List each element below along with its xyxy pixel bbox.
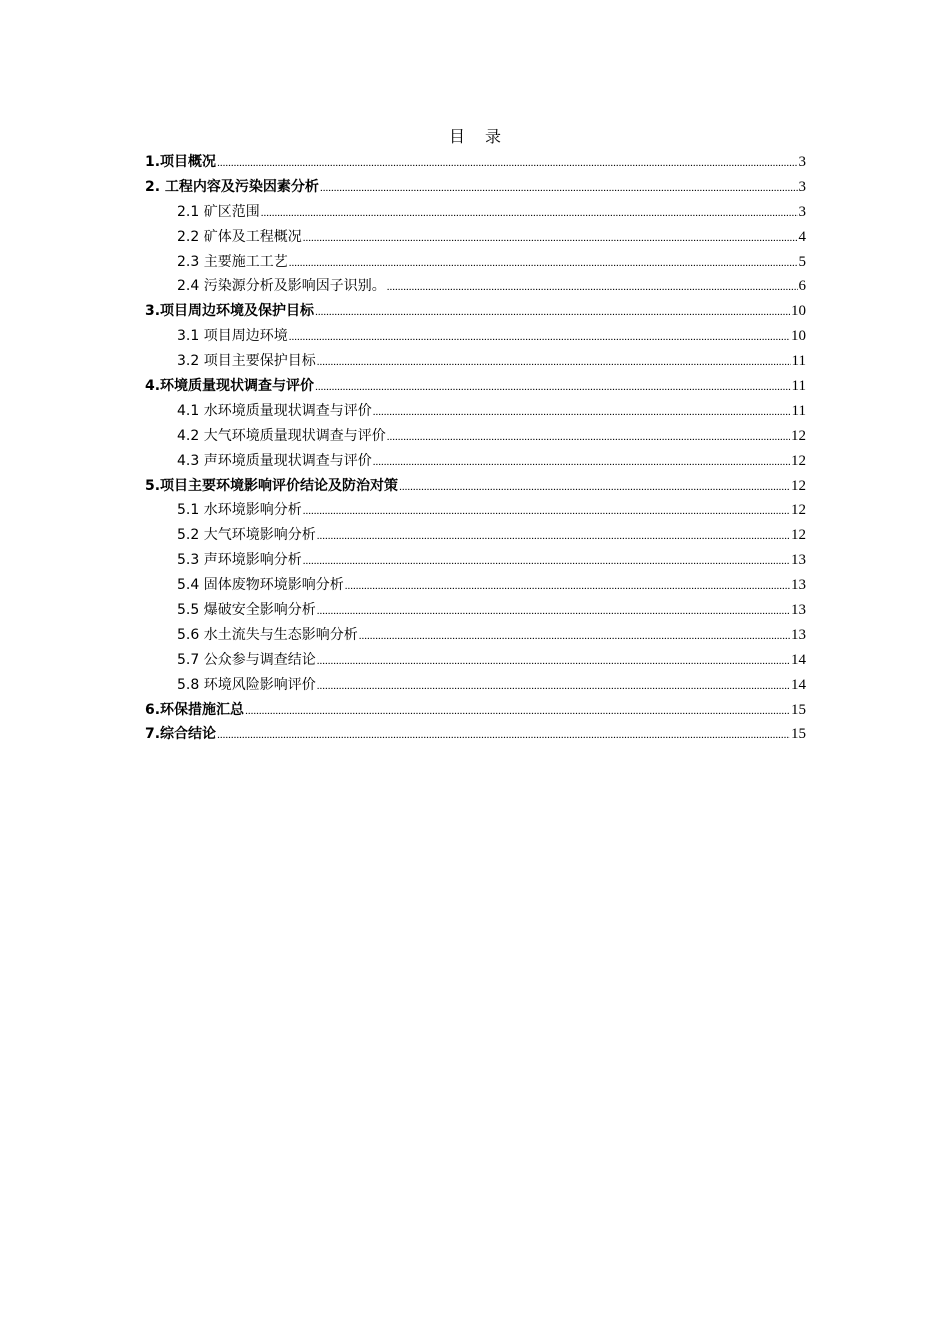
toc-entry-page-number: 13 — [791, 626, 806, 643]
toc-entry-page-number: 13 — [791, 602, 806, 619]
toc-entry-section[interactable] — [145, 150, 806, 175]
toc-dot-leader — [303, 499, 790, 524]
toc-entry-page-number: 12 — [791, 427, 806, 444]
toc-dot-leader — [317, 649, 790, 674]
toc-dot-leader — [387, 425, 790, 450]
toc-dot-leader — [261, 201, 798, 226]
toc-entry-label: 4.3 声环境质量现状调查与评价 — [177, 452, 372, 469]
toc-dot-leader — [320, 176, 798, 201]
toc-entry-page-number: 3 — [798, 203, 806, 220]
toc-entry-page-number: 13 — [791, 577, 806, 594]
toc-dot-leader — [317, 350, 791, 375]
toc-entry-subsection[interactable] — [145, 523, 806, 548]
toc-entry-subsection[interactable] — [145, 648, 806, 673]
toc-dot-leader — [387, 275, 798, 300]
toc-entry-page-number: 6 — [798, 278, 806, 295]
toc-entry-subsection[interactable] — [145, 200, 806, 225]
toc-dot-leader — [217, 151, 797, 176]
toc-entry-section[interactable] — [145, 175, 806, 200]
toc-dot-leader — [359, 624, 790, 649]
toc-entry-section[interactable] — [145, 374, 806, 399]
toc-entry-label: 5.8 环境风险影响评价 — [177, 676, 316, 693]
toc-dot-leader — [315, 300, 790, 325]
toc-entry-page-number: 12 — [791, 502, 806, 519]
toc-entry-label: 2.2 矿体及工程概况 — [177, 228, 302, 245]
toc-entry-label: 6.环保措施汇总 — [145, 701, 245, 718]
toc-entry-subsection[interactable] — [145, 274, 806, 299]
toc-entry-subsection[interactable] — [145, 573, 806, 598]
toc-dot-leader — [317, 599, 790, 624]
toc-entry-subsection[interactable] — [145, 449, 806, 474]
toc-entry-page-number: 11 — [791, 402, 806, 419]
toc-entry-label: 5.3 声环境影响分析 — [177, 552, 302, 569]
toc-entry-label: 2. 工程内容及污染因素分析 — [145, 178, 319, 195]
toc-entry-label: 2.4 污染源分析及影响因子识别。 — [177, 278, 386, 295]
toc-entry-label: 4.2 大气环境质量现状调查与评价 — [177, 427, 386, 444]
toc-entry-section[interactable] — [145, 299, 806, 324]
toc-entry-subsection[interactable] — [145, 349, 806, 374]
toc-entry-page-number: 3 — [798, 154, 806, 170]
toc-entry-page-number: 5 — [798, 253, 806, 270]
toc-entry-label: 5.7 公众参与调查结论 — [177, 651, 316, 668]
toc-dot-leader — [399, 475, 790, 500]
toc-entry-label: 1.项目概况 — [145, 154, 217, 170]
toc-entry-page-number: 13 — [791, 552, 806, 569]
toc-dot-leader — [317, 524, 790, 549]
toc-entry-label: 2.3 主要施工工艺 — [177, 253, 288, 270]
toc-entry-label: 5.项目主要环境影响评价结论及防治对策 — [145, 477, 399, 494]
toc-entry-label: 5.5 爆破安全影响分析 — [177, 602, 316, 619]
toc-entry-subsection[interactable] — [145, 598, 806, 623]
toc-entry-subsection[interactable] — [145, 498, 806, 523]
toc-entry-page-number: 10 — [791, 328, 806, 345]
toc-entry-label: 3.1 项目周边环境 — [177, 328, 288, 345]
toc-entry-section[interactable] — [145, 698, 806, 723]
toc-dot-leader — [303, 549, 790, 574]
toc-entry-page-number: 12 — [791, 452, 806, 469]
toc-entry-subsection[interactable] — [145, 424, 806, 449]
toc-entry-page-number: 11 — [791, 353, 806, 370]
toc-entry-page-number: 3 — [798, 178, 806, 195]
toc-entry-page-number: 12 — [791, 527, 806, 544]
toc-dot-leader — [373, 400, 791, 425]
toc-entry-label: 7.综合结论 — [145, 726, 217, 743]
toc-dot-leader — [373, 450, 790, 475]
toc-entry-page-number: 14 — [791, 676, 806, 693]
toc-entry-section[interactable] — [145, 474, 806, 499]
toc-entry-subsection[interactable] — [145, 623, 806, 648]
toc-entry-page-number: 15 — [791, 726, 806, 743]
toc-entry-subsection[interactable] — [145, 673, 806, 698]
toc-entry-label: 5.1 水环境影响分析 — [177, 502, 302, 519]
toc-dot-leader — [289, 325, 790, 350]
toc-entry-page-number: 12 — [791, 477, 806, 494]
toc-dot-leader — [217, 723, 790, 748]
toc-entry-label: 5.4 固体废物环境影响分析 — [177, 577, 344, 594]
toc-entry-page-number: 4 — [798, 228, 806, 245]
toc-dot-leader — [345, 574, 790, 599]
toc-dot-leader — [289, 251, 798, 276]
toc-entry-page-number: 10 — [791, 303, 806, 320]
toc-dot-leader — [317, 674, 790, 699]
toc-entry-subsection[interactable] — [145, 225, 806, 250]
toc-entry-label: 4.1 水环境质量现状调查与评价 — [177, 402, 372, 419]
toc-entry-subsection[interactable] — [145, 399, 806, 424]
toc-entry-page-number: 15 — [791, 701, 806, 718]
toc-dot-leader — [303, 226, 798, 251]
toc-entry-label: 5.6 水土流失与生态影响分析 — [177, 626, 358, 643]
toc-dot-leader — [315, 375, 790, 400]
toc-entry-section[interactable] — [145, 722, 806, 747]
toc-entry-subsection[interactable] — [145, 548, 806, 573]
toc-entry-label: 5.2 大气环境影响分析 — [177, 527, 316, 544]
toc-entry-page-number: 11 — [791, 378, 806, 395]
toc-title: 目 录 — [448, 129, 509, 146]
toc-entry-page-number: 14 — [791, 651, 806, 668]
toc-list — [145, 150, 806, 747]
toc-entry-label: 3.项目周边环境及保护目标 — [145, 303, 315, 320]
toc-entry-subsection[interactable] — [145, 324, 806, 349]
toc-entry-label: 2.1 矿区范围 — [177, 203, 260, 220]
toc-entry-subsection[interactable] — [145, 250, 806, 275]
toc-entry-label: 3.2 项目主要保护目标 — [177, 353, 316, 370]
toc-entry-label: 4.环境质量现状调查与评价 — [145, 378, 315, 395]
toc-dot-leader — [245, 699, 790, 724]
